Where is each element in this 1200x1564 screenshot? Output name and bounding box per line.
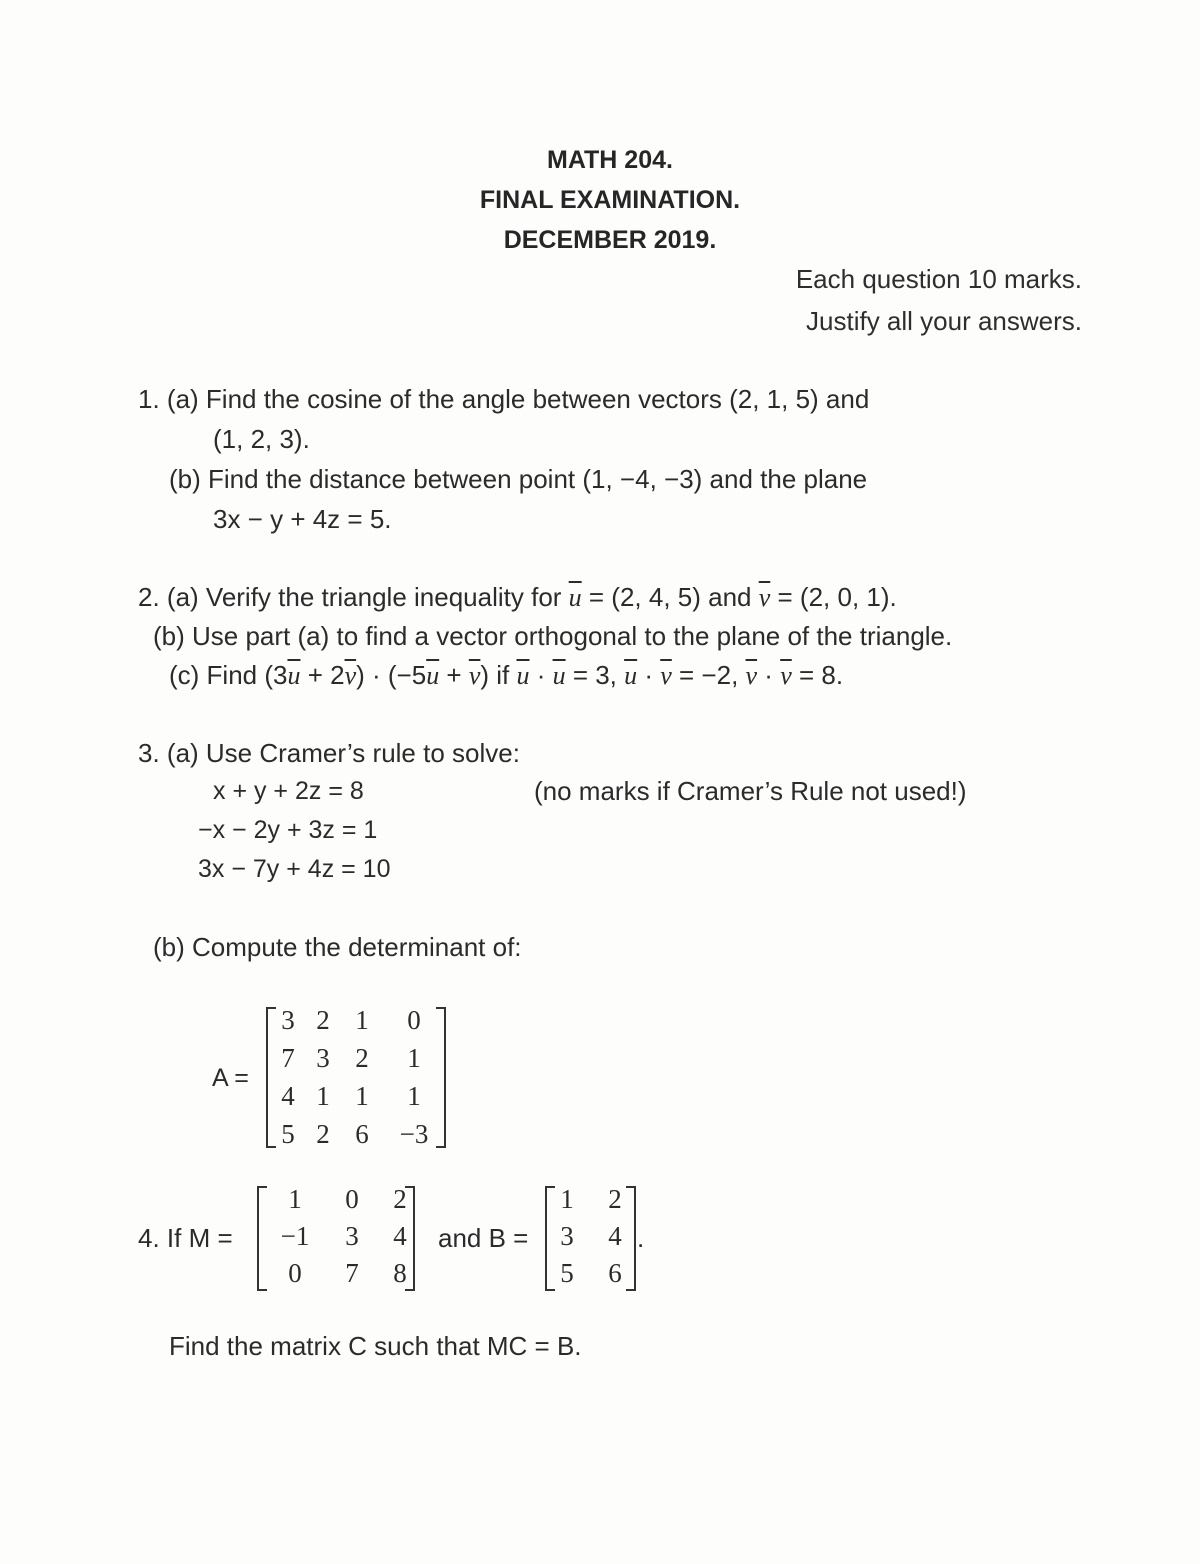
q1-part-b-line1: (b) Find the distance between point (1, −4, −3) and the plane <box>169 464 868 494</box>
q3-equation-1: x + y + 2z = 8 <box>213 777 364 805</box>
q4-task: Find the matrix C such that MC = B. <box>169 1331 582 1361</box>
q2-part-c: (c) Find $(3\overline{u} + 2\overline{v}) \cdot (-5\overline{u} + \overline{v})$ if $\overline{u} \cdot \overline{u} = 3$, $\overline{u} \cdot \overline{v} = -2$, $\overline{v} \cdot \overline{v} = 8$. <box>169 660 844 690</box>
q4-period: . <box>637 1223 645 1253</box>
instructions-justify: Justify all your answers. <box>806 306 1082 336</box>
q3-equation-2: −x − 2y + 3z = 1 <box>198 816 378 844</box>
matrix-m-entry: −1 <box>280 1221 310 1251</box>
matrix-m-entry: 3 <box>345 1221 359 1251</box>
q2-part-b: (b) Use part (a) to find a vector orthogonal to the plane of the triangle. <box>153 621 953 651</box>
matrix-b-entry: 2 <box>608 1184 622 1214</box>
matrix-a-entry: 3 <box>281 1005 295 1035</box>
exam-date: DECEMBER 2019. <box>503 226 717 254</box>
matrix-m-entry: 2 <box>393 1184 407 1214</box>
q3-part-b: (b) Compute the determinant of: <box>153 932 522 962</box>
matrix-b-entry: 1 <box>560 1184 574 1214</box>
matrix-a-entry: 1 <box>316 1081 330 1111</box>
q3-part-a: 3. (a) Use Cramer’s rule to solve: <box>138 738 520 768</box>
matrix-a-entry: 3 <box>316 1043 330 1073</box>
q3-equation-3: 3x − 7y + 4z = 10 <box>198 855 391 883</box>
q1-part-a-line2: (1, 2, 3). <box>213 424 310 454</box>
matrix-b-entry: 4 <box>608 1221 622 1251</box>
matrix-a-entry: 5 <box>281 1119 295 1149</box>
matrix-a-right-bracket <box>436 1007 446 1148</box>
matrix-m-left-bracket <box>257 1186 267 1291</box>
matrix-a-label: A = <box>212 1064 249 1092</box>
matrix-m-entry: 8 <box>393 1258 407 1288</box>
matrix-b-entry: 5 <box>560 1258 574 1288</box>
vector-u: $\overline{u}$ <box>568 583 582 612</box>
matrix-a-entry: 7 <box>281 1043 295 1073</box>
q4-and-b: and B = <box>438 1223 529 1253</box>
matrix-m-entry: 0 <box>345 1184 359 1214</box>
matrix-m-entry: 0 <box>288 1258 302 1288</box>
matrix-a-entry: −3 <box>399 1119 429 1149</box>
matrix-a-entry: 2 <box>355 1043 369 1073</box>
matrix-a-entry: 0 <box>407 1005 421 1035</box>
q1-part-b-line2: 3x − y + 4z = 5. <box>213 504 392 534</box>
matrix-m-entry: 4 <box>393 1221 407 1251</box>
matrix-m-entry: 1 <box>288 1184 302 1214</box>
matrix-a-entry: 1 <box>407 1081 421 1111</box>
q4-prefix: 4. If M = <box>138 1223 233 1253</box>
matrix-a-entry: 1 <box>407 1043 421 1073</box>
matrix-a-entry: 4 <box>281 1081 295 1111</box>
matrix-b-entry: 6 <box>608 1258 622 1288</box>
matrix-b-entry: 3 <box>560 1221 574 1251</box>
matrix-a-entry: 2 <box>316 1005 330 1035</box>
course-title: MATH 204. <box>547 146 673 174</box>
vector-v: $\overline{v}$ <box>758 583 771 612</box>
q2-part-a: 2. (a) Verify the triangle inequality for $\overline{u} = (2$, 4, 5) and $\overline{v} = (2$, 0, 1). <box>138 582 897 612</box>
q3-cramer-note: (no marks if Cramer’s Rule not used!) <box>534 776 967 806</box>
instructions-marks: Each question 10 marks. <box>795 264 1082 294</box>
matrix-a-entry: 1 <box>355 1005 369 1035</box>
q1-part-a-line1: 1. (a) Find the cosine of the angle between vectors (2, 1, 5) and <box>138 384 870 414</box>
matrix-a-entry: 2 <box>316 1119 330 1149</box>
matrix-a-entry: 6 <box>355 1119 369 1149</box>
matrix-a-entry: 1 <box>355 1081 369 1111</box>
matrix-m-entry: 7 <box>345 1258 359 1288</box>
exam-title: FINAL EXAMINATION. <box>479 186 741 214</box>
